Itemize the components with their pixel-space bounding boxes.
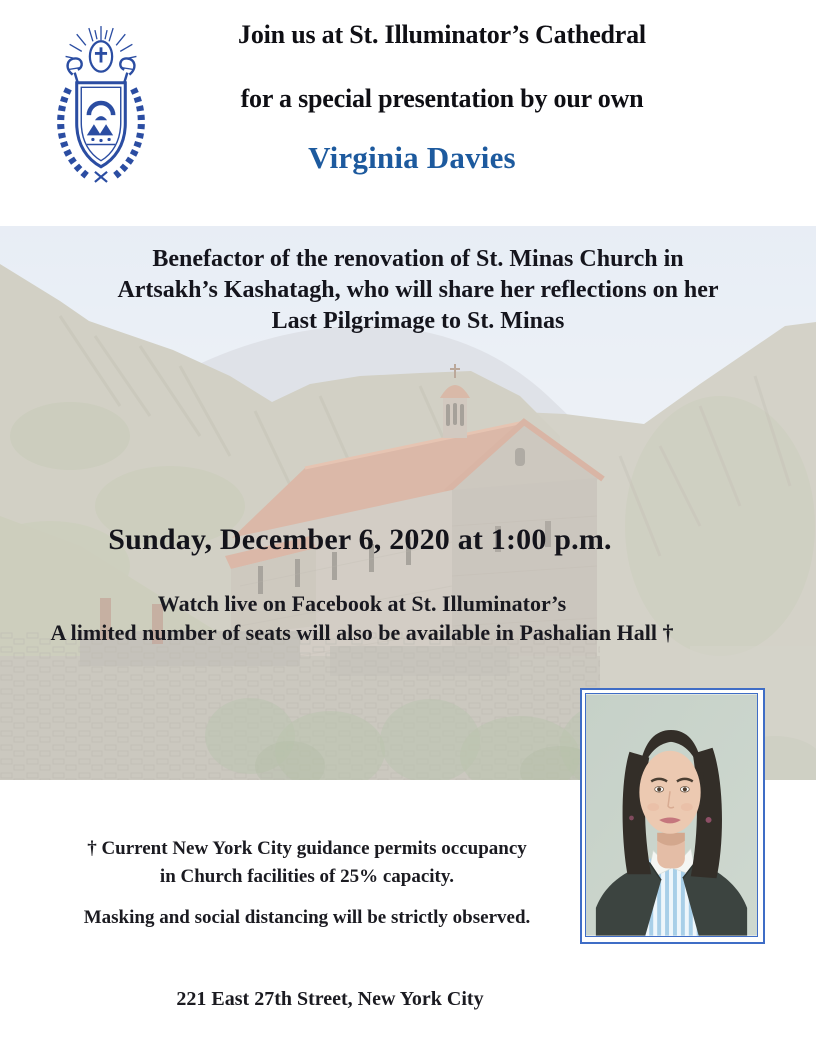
guidance-note bbox=[7, 835, 607, 891]
address-line: 221 East 27th Street, New York City bbox=[176, 988, 484, 1010]
benefactor-description bbox=[68, 244, 768, 337]
watch-line-1: Watch live on Facebook at St. Illuminator’s bbox=[157, 591, 567, 616]
earring-right bbox=[706, 817, 712, 823]
virginia-davies-portrait-image bbox=[586, 694, 757, 936]
iris-right bbox=[683, 787, 687, 791]
benefactor-line-3: Last Pilgrimage to St. Minas bbox=[271, 308, 565, 334]
earring-left bbox=[629, 816, 634, 821]
iris-left bbox=[657, 787, 661, 791]
cheek-left bbox=[647, 803, 659, 811]
benefactor-line-1: Benefactor of the renovation of St. Minas Church in bbox=[152, 246, 684, 272]
portrait-photo bbox=[585, 693, 758, 937]
speaker-name: Virginia Davies bbox=[308, 140, 516, 175]
header-line-2: for a special presentation by our own bbox=[240, 84, 644, 113]
benefactor-line-2: Artsakh’s Kashatagh, who will share her reflections on her bbox=[117, 277, 719, 303]
event-datetime: Sunday, December 6, 2020 at 1:00 p.m. bbox=[108, 523, 612, 556]
cheek-right bbox=[681, 803, 693, 811]
guidance-line-2: in Church facilities of 25% capacity. bbox=[159, 866, 455, 887]
header-line-1: Join us at St. Illuminator’s Cathedral bbox=[238, 20, 646, 49]
guidance-line-1: † Current New York City guidance permits occupancy bbox=[87, 838, 527, 859]
watch-info bbox=[12, 589, 712, 647]
watch-line-2: A limited number of seats will also be available in Pashalian Hall † bbox=[50, 620, 674, 645]
portrait-photo-frame bbox=[580, 688, 765, 944]
masking-note: Masking and social distancing will be strictly observed. bbox=[83, 907, 531, 928]
